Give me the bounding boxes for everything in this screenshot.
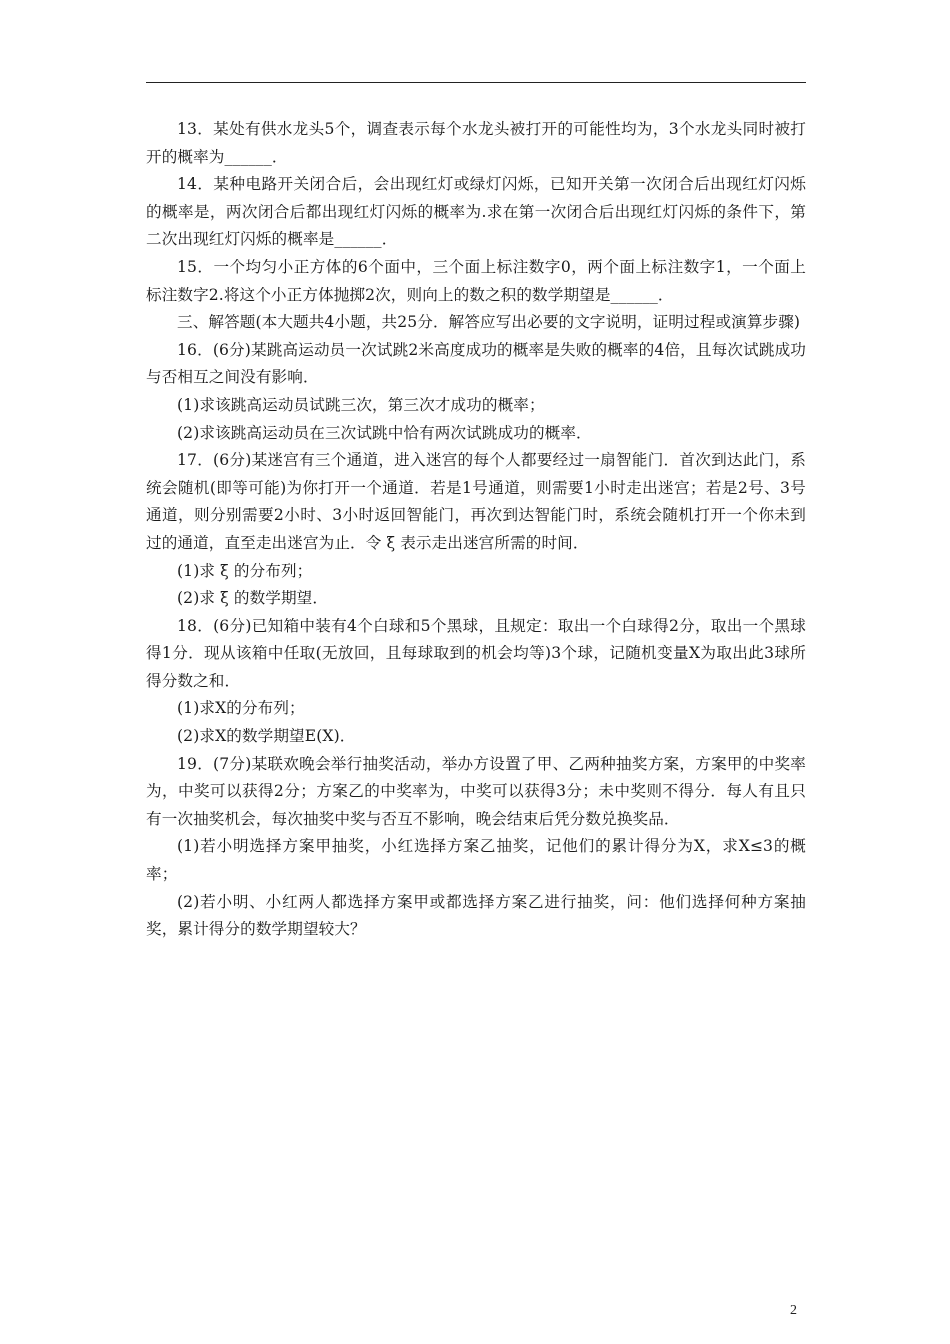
problem-19-part-2: (2)若小明、小红两人都选择方案甲或都选择方案乙进行抽奖，问：他们选择何种方案抽奖，累计得分的数学期望较大？ (146, 892, 806, 939)
problem-13: 13．某处有供水龙头5个，调查表示每个水龙头被打开的可能性均为，3个水龙头同时被打开的概率为______． (146, 120, 806, 166)
header-rule (146, 82, 806, 83)
problem-14: 14．某种电路开关闭合后，会出现红灯或绿灯闪烁，已知开关第一次闭合后出现红灯闪烁的概率是，两次闭合后都出现红灯闪烁的概率为.求在第一次闭合后出现红灯闪烁的条件下，第二次出现红灯闪烁的概率是______． (146, 175, 806, 249)
section-heading-3: 三、解答题(本大题共4小题，共25分．解答应写出必要的文字说明，证明过程或演算步骤) (177, 313, 801, 332)
problem-15: 15．一个均匀小正方体的6个面中，三个面上标注数字0，两个面上标注数字1，一个面上标注数字2.将这个小正方体抛掷2次，则向上的数之积的数学期望是______． (146, 257, 806, 304)
document-body (146, 116, 806, 944)
problem-16-part-1: (1)求该跳高运动员试跳三次，第三次才成功的概率； (177, 395, 545, 414)
problem-19-part-1: (1)若小明选择方案甲抽奖，小红选择方案乙抽奖，记他们的累计得分为X，求X≤3的概率； (146, 837, 806, 884)
page-number: 2 (790, 1303, 797, 1318)
problem-16-part-2: (2)求该跳高运动员在三次试跳中恰有两次试跳成功的概率． (177, 423, 592, 442)
problem-17-part-1: (1)求 ξ 的分布列； (177, 561, 313, 580)
problem-17-part-2: (2)求 ξ 的数学期望． (177, 589, 329, 608)
problem-19: 19．(7分)某联欢晚会举行抽奖活动，举办方设置了甲、乙两种抽奖方案，方案甲的中奖率为，中奖可以获得2分；方案乙的中奖率为，中奖可以获得3分；未中奖则不得分．每人有且只有一次抽奖机会，每次抽奖中奖与否互不影响，晚会结束后凭分数兑换奖品． (146, 754, 806, 828)
problem-18-part-2: (2)求X的数学期望E(X)． (177, 727, 356, 746)
problem-18: 18．(6分)已知箱中装有4个白球和5个黑球，且规定：取出一个白球得2分，取出一个黑球得1分．现从该箱中任取(无放回，且每球取到的机会均等)3个球，记随机变量X为取出此3球所得分数之和． (146, 616, 806, 690)
problem-17: 17．(6分)某迷宫有三个通道，进入迷宫的每个人都要经过一扇智能门．首次到达此门，系统会随机(即等可能)为你打开一个通道．若是1号通道，则需要1小时走出迷宫；若是2号、3号通道，则分别需要2小时、3小时返回智能门，再次到达智能门时，系统会随机打开一个你未到过的通道，直至走出迷宫为止．令 ξ 表示走出迷宫所需的时间． (146, 451, 806, 552)
problem-18-part-1: (1)求X的分布列； (177, 699, 305, 718)
problem-16: 16．(6分)某跳高运动员一次试跳2米高度成功的概率是失败的概率的4倍，且每次试跳成功与否相互之间没有影响． (146, 340, 806, 387)
